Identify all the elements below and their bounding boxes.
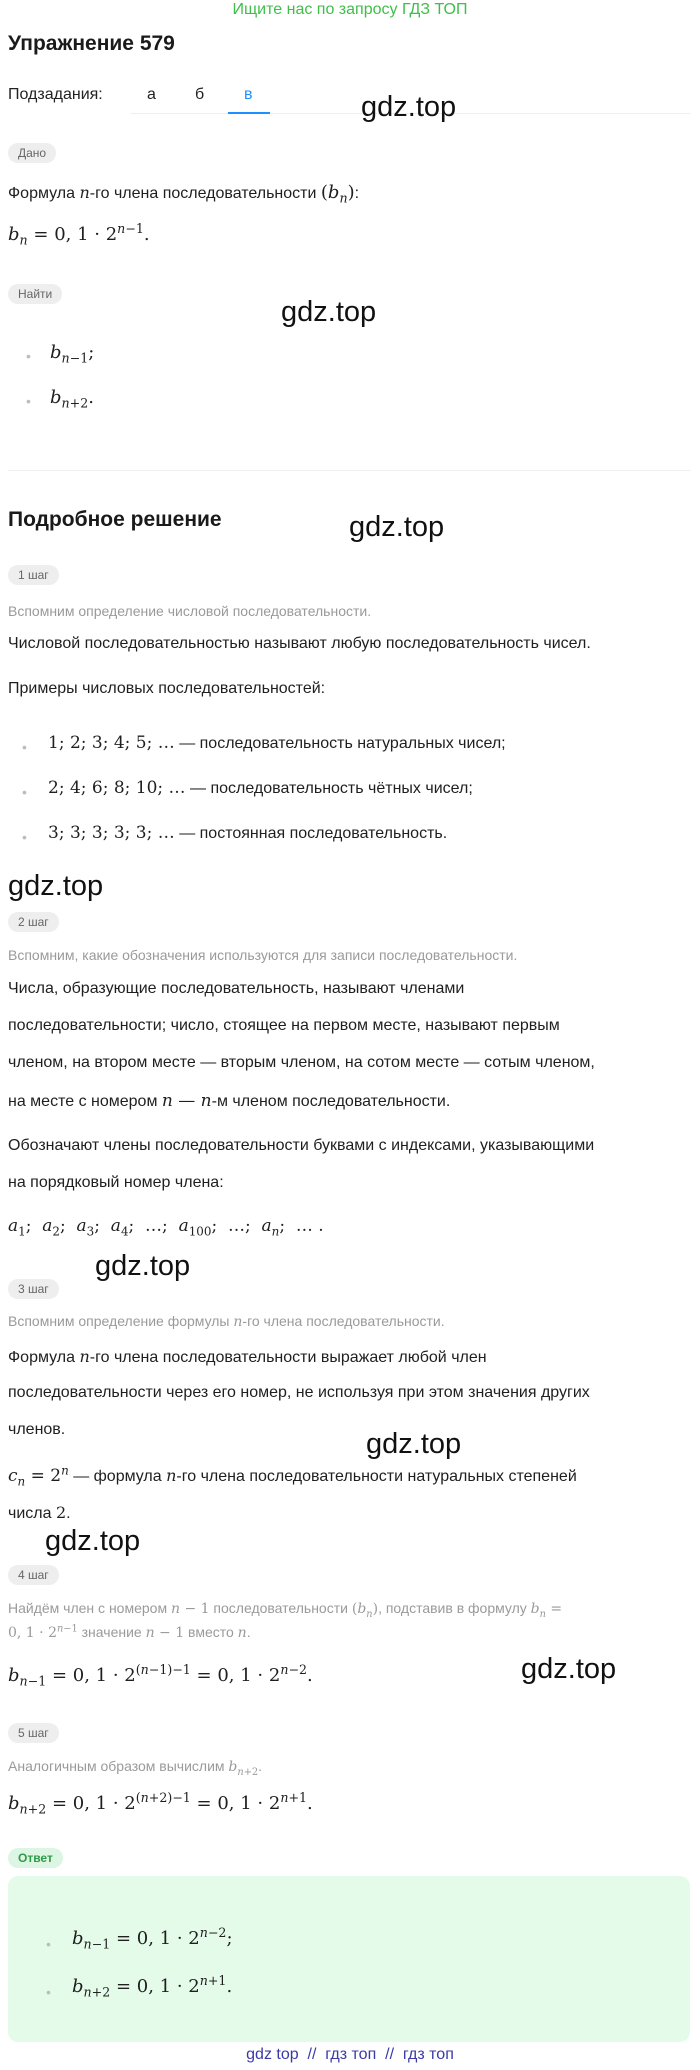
step-1-hint: Вспомним определение числовой последовательности. — [8, 603, 372, 619]
given-formula: $b_n = 0$, $1 \cdot 2^{n-1}$. — [8, 221, 150, 248]
step-2-p1-line2: последовательности; число, стоящее на первом месте, называют первым — [8, 1017, 560, 1034]
step-1-p2: Примеры числовых последовательностей: — [8, 680, 326, 697]
section-divider — [8, 470, 690, 471]
tab-b[interactable]: б — [195, 86, 205, 103]
example-item-1: 1; 2; 3; 4; 5; … — последовательность натуральных чисел; — [48, 733, 506, 753]
bullet: • — [46, 1936, 51, 1952]
watermark: gdz.top — [521, 1653, 617, 1685]
bullet: • — [46, 1984, 51, 2000]
step-2-p2-line1: Обозначают члены последовательности буквами с индексами, указывающими — [8, 1137, 595, 1154]
step-2-p1-line3: членом, на втором месте — вторым членом, на сотом месте — сотым членом, — [8, 1054, 595, 1071]
example-item-2: 2; 4; 6; 8; 10; … — последовательность чётных чисел; — [48, 778, 473, 798]
bullet: • — [26, 393, 31, 409]
step-5-formula: $b_{n+2} = 0$, $1 \cdot 2^{(n+2)-1} = 0$, $1 \cdot 2^{n+1}$. — [8, 1790, 313, 1817]
watermark: gdz.top — [361, 91, 457, 123]
step-5-badge: 5 шаг — [8, 1723, 59, 1743]
step-4-formula: $b_{n-1} = 0$, $1 \cdot 2^{(n-1)-1} = 0$, $1 \cdot 2^{n-2}$. — [8, 1662, 313, 1689]
find-badge: Найти — [8, 284, 62, 304]
step-4-hint-line2: 0, $1 \cdot 2^{n-1}$ значение n − 1 вместо n. — [8, 1623, 251, 1641]
footer-links[interactable]: gdz top // гдз топ // гдз топ — [246, 2046, 454, 2063]
watermark: gdz.top — [281, 296, 377, 328]
step-1-badge: 1 шаг — [8, 565, 59, 585]
step-3-badge: 3 шаг — [8, 1279, 59, 1299]
step-2-p2-line2: на порядковый номер члена: — [8, 1174, 224, 1191]
step-4-badge: 4 шаг — [8, 1565, 59, 1585]
step-3-p1-line1: Формула n-го члена последовательности выражает любой член — [8, 1347, 487, 1366]
bullet: • — [22, 829, 27, 845]
step-3-p1-line3: членов. — [8, 1421, 66, 1438]
solution-title: Подробное решение — [8, 508, 222, 531]
tab-a[interactable]: а — [147, 86, 156, 103]
step-1-p1: Числовой последовательностью называют любую последовательность чисел. — [8, 635, 591, 652]
bullet: • — [22, 739, 27, 755]
watermark: gdz.top — [349, 511, 445, 543]
step-3-p1-line2: последовательности через его номер, не используя при этом значения других — [8, 1384, 590, 1401]
given-text: Формула n-го члена последовательности $(b_n)$: — [8, 182, 360, 206]
step-3-hint: Вспомним определение формулы n-го члена последовательности. — [8, 1313, 445, 1330]
find-item-2: $b_{n+2}$. — [50, 387, 94, 411]
answer-badge: Ответ — [8, 1848, 63, 1868]
step-2-p1-line4: на месте с номером n — n-м членом последовательности. — [8, 1091, 451, 1111]
answer-box — [8, 1876, 690, 2042]
given-badge: Дано — [8, 143, 56, 163]
find-item-1: $b_{n-1}$; — [50, 342, 95, 366]
step-3-p2-line2: числа 2. — [8, 1503, 71, 1522]
step-5-hint: Аналогичным образом вычислим $b_{n+2}$. — [8, 1758, 263, 1778]
step-2-hint: Вспомним, какие обозначения используются для записи последовательности. — [8, 947, 518, 963]
watermark: gdz.top — [95, 1250, 191, 1282]
bullet: • — [22, 784, 27, 800]
step-2-formula: $a_1$; $a_2$; $a_3$; $a_4$; …; $a_{100}$; …; $a_n$; … . — [8, 1216, 324, 1239]
active-tab-indicator — [228, 112, 270, 114]
search-banner[interactable]: Ищите нас по запросу ГДЗ ТОП — [232, 1, 468, 18]
answer-item-2: $b_{n+2} = 0$, $1 \cdot 2^{n+1}$. — [72, 1973, 233, 2000]
watermark: gdz.top — [8, 870, 104, 902]
step-3-p2-line1: $c_n = 2^n$ — формула n-го члена последовательности натуральных степеней — [8, 1463, 577, 1489]
subtasks-label: Подзадания: — [8, 86, 103, 103]
watermark: gdz.top — [366, 1428, 462, 1460]
step-2-badge: 2 шаг — [8, 912, 59, 932]
step-2-p1-line1: Числа, образующие последовательность, называют членами — [8, 980, 465, 997]
step-4-hint-line1: Найдём член с номером n − 1 последовательности $(b_n)$, подставив в формулу $b_n$ = — [8, 1600, 563, 1620]
watermark: gdz.top — [45, 1525, 141, 1557]
example-item-3: 3; 3; 3; 3; 3; … — постоянная последовательность. — [48, 823, 448, 843]
tab-v[interactable]: в — [244, 86, 253, 103]
bullet: • — [26, 348, 31, 364]
page-title: Упражнение 579 — [8, 32, 175, 55]
answer-item-1: $b_{n-1} = 0$, $1 \cdot 2^{n-2}$; — [72, 1925, 233, 1952]
